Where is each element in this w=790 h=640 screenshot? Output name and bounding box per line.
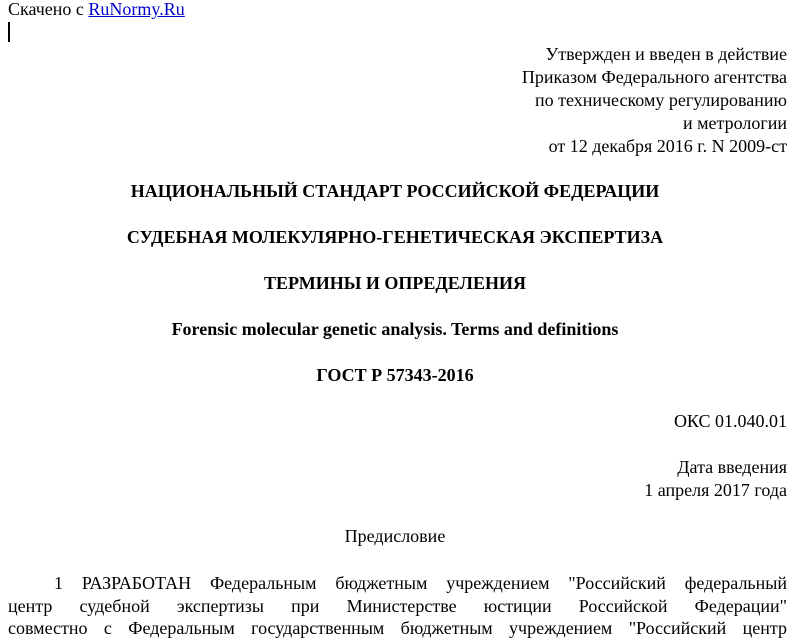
intro-date-label: Дата введения — [677, 457, 787, 477]
foreword-line: 1 РАЗРАБОТАН Федеральным бюджетным учреждением "Российский федеральный — [54, 573, 787, 593]
text-cursor — [8, 22, 10, 42]
standard-subtitle-ru: ТЕРМИНЫ И ОПРЕДЕЛЕНИЯ — [264, 273, 526, 293]
approval-line-1: Утвержден и введен в действие — [545, 44, 787, 64]
foreword-heading: Предисловие — [344, 526, 446, 546]
standard-title-en: Forensic molecular genetic analysis. Terms and definitions — [171, 319, 619, 339]
national-standard-heading: НАЦИОНАЛЬНЫЙ СТАНДАРТ РОССИЙСКОЙ ФЕДЕРАЦИИ — [130, 181, 660, 201]
runormy-link[interactable]: RuNormy.Ru — [88, 0, 185, 19]
foreword-paragraph — [8, 572, 787, 640]
oks-code: ОКС 01.040.01 — [673, 411, 787, 431]
intro-date-value: 1 апреля 2017 года — [644, 480, 787, 500]
approval-line-3: по техническому регулированию — [534, 90, 787, 110]
approval-line-2: Приказом Федерального агентства — [521, 67, 787, 87]
foreword-line: совместно с Федеральным государственным бюджетным учреждением "Российский центр — [8, 618, 787, 638]
approval-line-5: от 12 декабря 2016 г. N 2009-ст — [548, 136, 787, 156]
download-source-prefix: Скачено с — [8, 0, 89, 19]
download-source-note — [8, 0, 185, 20]
standard-code: ГОСТ Р 57343-2016 — [316, 365, 474, 385]
foreword-line: центр судебной экспертизы при Министерстве юстиции Российской Федерации" — [8, 595, 787, 616]
standard-title-ru: СУДЕБНАЯ МОЛЕКУЛЯРНО-ГЕНЕТИЧЕСКАЯ ЭКСПЕРТИЗА — [126, 227, 664, 247]
approval-line-4: и метрологии — [683, 113, 787, 133]
